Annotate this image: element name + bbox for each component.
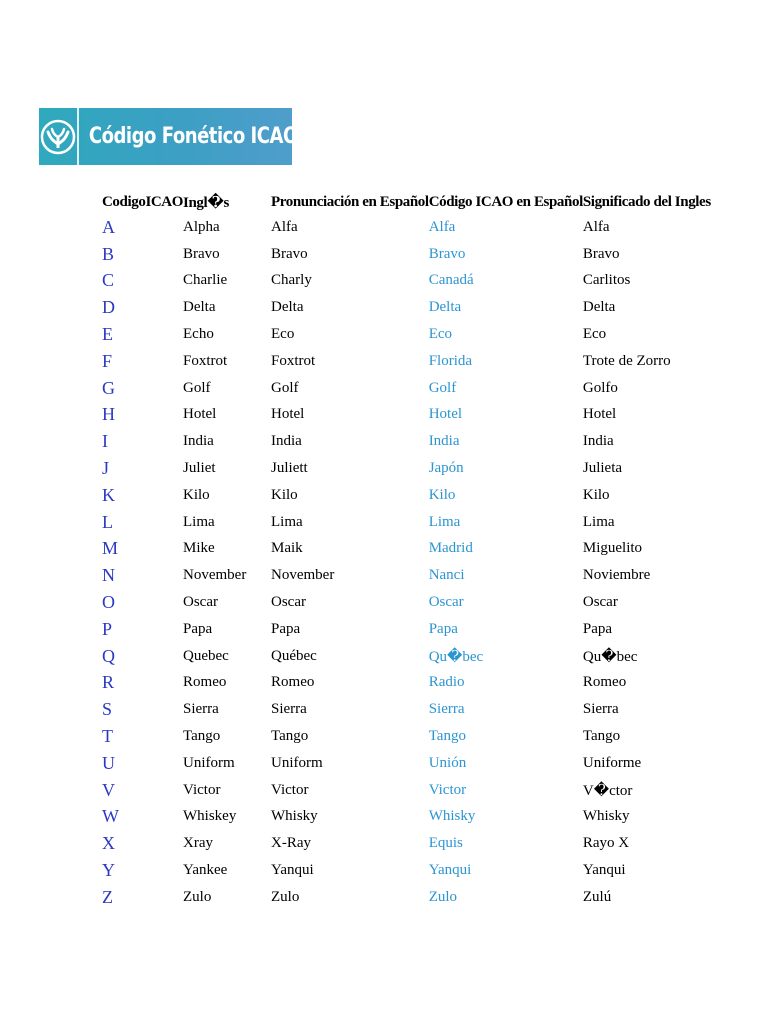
cell-spanish-pronunciation: Kilo — [271, 486, 298, 503]
cell-english: Xray — [183, 835, 214, 852]
cell-spanish-icao-code: Zulo — [428, 888, 458, 905]
cell-english: Golf — [183, 379, 211, 396]
cell-letter: A — [102, 216, 115, 237]
cell-letter: B — [102, 243, 115, 264]
cell-spanish-pronunciation: X-Ray — [271, 835, 312, 852]
header-icao-code: CodigoICAO — [102, 193, 184, 210]
table-header-row — [102, 190, 733, 214]
cell-english-meaning: Tango — [582, 728, 621, 745]
table-row — [102, 482, 733, 509]
cell-letter: I — [102, 431, 108, 452]
icao-phonetic-table — [102, 190, 733, 911]
cell-spanish-icao-code: Equis — [428, 835, 463, 852]
cell-spanish-icao-code: Eco — [428, 326, 453, 343]
cell-english: Bravo — [183, 245, 220, 262]
cell-letter: O — [102, 592, 115, 613]
cell-english: Delta — [183, 299, 216, 316]
cell-letter: P — [102, 618, 113, 639]
cell-spanish-icao-code: Canadá — [428, 272, 474, 289]
cell-english-meaning: Zulú — [582, 888, 612, 905]
cell-spanish-pronunciation: India — [271, 433, 302, 450]
cell-english: Juliet — [183, 460, 216, 477]
cell-spanish-icao-code: Unión — [428, 754, 467, 771]
cell-spanish-pronunciation: Victor — [271, 781, 309, 798]
cell-english-meaning: V�ctor — [582, 782, 633, 799]
cell-english: Foxtrot — [183, 352, 228, 369]
cell-spanish-icao-code: Whisky — [428, 808, 476, 825]
cell-english-meaning: Trote de Zorro — [582, 352, 671, 369]
cell-english: Zulo — [183, 888, 212, 905]
cell-english: Lima — [183, 513, 215, 530]
cell-english: Whiskey — [183, 808, 237, 825]
cell-english: Charlie — [183, 272, 228, 289]
cell-letter: K — [102, 484, 115, 505]
cell-spanish-pronunciation: Charly — [271, 272, 312, 289]
table-row — [102, 589, 733, 616]
cell-english: Romeo — [183, 674, 227, 691]
cell-spanish-icao-code: Papa — [428, 620, 458, 637]
cell-english-meaning: Oscar — [582, 594, 618, 611]
cell-spanish-pronunciation: Yanqui — [271, 862, 314, 879]
cell-letter: D — [102, 297, 115, 318]
cell-spanish-icao-code: Kilo — [428, 486, 456, 503]
cell-spanish-icao-code: Lima — [428, 513, 461, 530]
table-body — [102, 214, 733, 911]
cell-spanish-icao-code: Delta — [428, 299, 462, 316]
cell-spanish-pronunciation: Golf — [271, 379, 299, 396]
title-banner — [39, 108, 298, 165]
cell-spanish-icao-code: Florida — [428, 352, 473, 369]
cell-letter: Z — [102, 886, 113, 907]
cell-spanish-icao-code: Alfa — [428, 218, 456, 235]
cell-english-meaning: Qu�bec — [582, 648, 638, 665]
cell-english-meaning: Noviembre — [582, 567, 651, 584]
cell-letter: V — [102, 779, 115, 800]
cell-letter: Y — [102, 860, 115, 881]
globe-hands-icon — [39, 108, 79, 165]
cell-english-meaning: Bravo — [582, 245, 620, 262]
table-row — [102, 616, 733, 643]
cell-english-meaning: Uniforme — [582, 754, 642, 771]
cell-english: Hotel — [183, 406, 217, 423]
cell-english: Alpha — [183, 218, 220, 235]
cell-english-meaning: Rayo X — [582, 835, 630, 852]
header-spanish-icao-code: Código ICAO en Español — [428, 193, 583, 210]
header-english-meaning: Significado del Ingles — [582, 193, 711, 210]
cell-spanish-icao-code: Hotel — [428, 406, 463, 423]
cell-english-meaning: Golfo — [582, 379, 618, 396]
cell-spanish-pronunciation: Québec — [271, 647, 317, 664]
cell-english: Papa — [183, 620, 213, 637]
cell-letter: S — [102, 699, 113, 720]
table-row — [102, 696, 733, 723]
table-row — [102, 402, 733, 429]
cell-english-meaning: Kilo — [582, 486, 610, 503]
cell-english-meaning: Julieta — [582, 460, 623, 477]
cell-english-meaning: Miguelito — [582, 540, 643, 557]
cell-letter: Q — [102, 645, 115, 666]
table-row — [102, 830, 733, 857]
cell-spanish-icao-code: Golf — [428, 379, 457, 396]
cell-english-meaning: Alfa — [582, 218, 610, 235]
cell-spanish-pronunciation: Eco — [271, 326, 295, 343]
cell-spanish-pronunciation: Oscar — [271, 594, 306, 611]
table-row — [102, 536, 733, 563]
table-row — [102, 562, 733, 589]
cell-english: November — [183, 567, 247, 584]
cell-letter: T — [102, 726, 113, 747]
table-row — [102, 750, 733, 777]
cell-letter: E — [102, 324, 113, 345]
cell-spanish-icao-code: Madrid — [428, 540, 473, 557]
header-spanish-pronunciation: Pronunciación en Español — [271, 193, 429, 210]
cell-spanish-pronunciation: Alfa — [271, 218, 298, 235]
cell-letter: M — [102, 538, 119, 559]
cell-spanish-icao-code: Victor — [428, 781, 467, 798]
cell-letter: N — [102, 565, 115, 586]
cell-spanish-pronunciation: Romeo — [271, 674, 315, 691]
cell-letter: L — [102, 511, 113, 532]
cell-english-meaning: India — [582, 433, 614, 450]
cell-spanish-pronunciation: Zulo — [271, 888, 300, 905]
cell-english-meaning: Sierra — [582, 701, 619, 718]
table-row — [102, 643, 733, 670]
cell-spanish-icao-code: Qu�bec — [428, 648, 484, 665]
cell-spanish-icao-code: Radio — [428, 674, 465, 691]
cell-english: Victor — [183, 781, 221, 798]
cell-letter: X — [102, 833, 115, 854]
cell-english: Uniform — [183, 754, 235, 771]
cell-spanish-pronunciation: Tango — [271, 728, 309, 745]
table-row — [102, 214, 733, 241]
cell-english: Tango — [183, 728, 221, 745]
cell-spanish-icao-code: Tango — [428, 728, 466, 745]
table-row — [102, 268, 733, 295]
cell-english-meaning: Whisky — [582, 808, 630, 825]
table-row — [102, 321, 733, 348]
cell-letter: U — [102, 752, 115, 773]
cell-letter: J — [102, 458, 110, 479]
table-row — [102, 241, 733, 268]
cell-english: India — [183, 433, 214, 450]
cell-english: Oscar — [183, 594, 218, 611]
cell-spanish-icao-code: Nanci — [428, 567, 465, 584]
cell-letter: H — [102, 404, 115, 425]
cell-letter: C — [102, 270, 115, 291]
table-row — [102, 857, 733, 884]
cell-spanish-pronunciation: Whisky — [271, 808, 318, 825]
cell-spanish-pronunciation: Papa — [271, 620, 301, 637]
table-row — [102, 428, 733, 455]
cell-english: Kilo — [183, 486, 210, 503]
cell-spanish-icao-code: Sierra — [428, 701, 465, 718]
table-row — [102, 670, 733, 697]
cell-spanish-pronunciation: November — [271, 567, 335, 584]
cell-letter: G — [102, 377, 115, 398]
cell-spanish-pronunciation: Juliett — [271, 460, 308, 477]
cell-spanish-pronunciation: Foxtrot — [271, 352, 316, 369]
cell-spanish-icao-code: Japón — [428, 460, 464, 477]
cell-letter: R — [102, 672, 115, 693]
cell-english-meaning: Hotel — [582, 406, 617, 423]
cell-english: Yankee — [183, 862, 228, 879]
cell-english-meaning: Romeo — [582, 674, 627, 691]
cell-spanish-icao-code: Yanqui — [428, 862, 472, 879]
table-row — [102, 723, 733, 750]
cell-english: Sierra — [183, 701, 219, 718]
cell-spanish-pronunciation: Bravo — [271, 245, 308, 262]
cell-spanish-icao-code: Bravo — [428, 245, 466, 262]
table-row — [102, 375, 733, 402]
table-row — [102, 348, 733, 375]
cell-spanish-pronunciation: Delta — [271, 299, 304, 316]
cell-spanish-pronunciation: Sierra — [271, 701, 307, 718]
cell-english-meaning: Carlitos — [582, 272, 631, 289]
table-row — [102, 884, 733, 911]
cell-spanish-pronunciation: Hotel — [271, 406, 305, 423]
cell-spanish-icao-code: India — [428, 433, 460, 450]
cell-letter: F — [102, 350, 113, 371]
cell-english-meaning: Yanqui — [582, 862, 626, 879]
cell-spanish-pronunciation: Lima — [271, 513, 303, 530]
table-row — [102, 509, 733, 536]
cell-english-meaning: Lima — [582, 513, 615, 530]
cell-english: Mike — [183, 540, 215, 557]
cell-spanish-pronunciation: Uniform — [271, 754, 323, 771]
table-row — [102, 777, 733, 804]
cell-english: Quebec — [183, 647, 229, 664]
page-title: Código Fonético ICAO — [88, 124, 298, 149]
cell-english-meaning: Delta — [582, 299, 616, 316]
cell-english: Echo — [183, 326, 214, 343]
cell-english-meaning: Papa — [582, 620, 613, 637]
cell-letter: W — [102, 806, 119, 827]
table-row — [102, 455, 733, 482]
cell-english-meaning: Eco — [582, 326, 607, 343]
cell-spanish-pronunciation: Maik — [271, 540, 303, 557]
table-row — [102, 294, 733, 321]
header-english: Ingl�s — [183, 194, 229, 211]
table-row — [102, 804, 733, 831]
cell-spanish-icao-code: Oscar — [428, 594, 464, 611]
